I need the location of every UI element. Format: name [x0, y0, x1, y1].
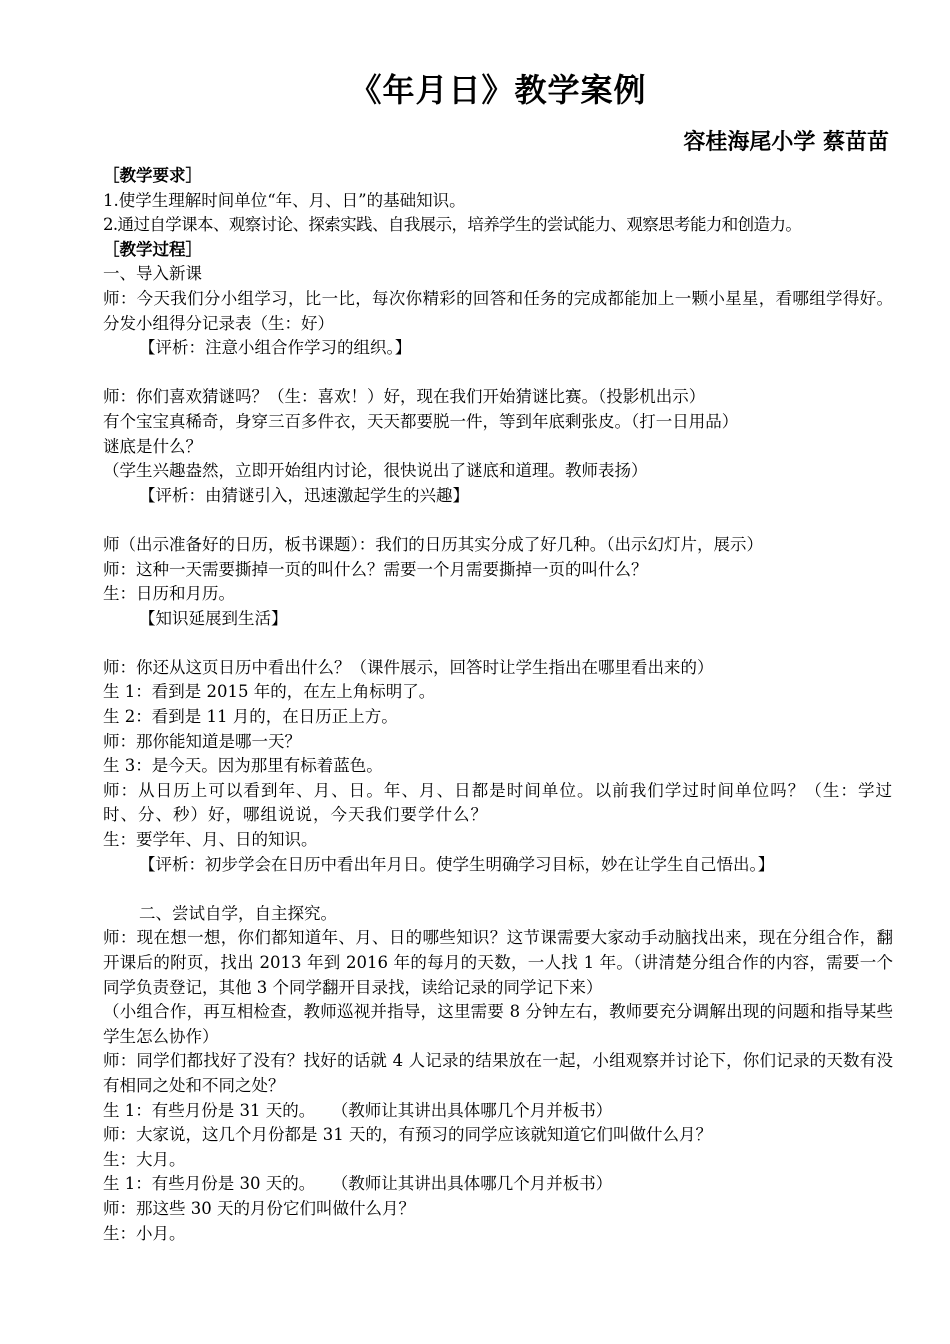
comment-line: 【知识延展到生活】 [139, 608, 288, 628]
comment-line: 【评析：初步学会在日历中看出年月日。使学生明确学习目标，妙在让学生自己悟出。】 [139, 854, 775, 874]
paragraph: 师：今天我们分小组学习，比一比，每次你精彩的回答和任务的完成都能加上一颗小星星，看哪组学得好。分发小组得分记录表（生：好） [103, 288, 893, 333]
paragraph: 有个宝宝真稀奇，身穿三百多件衣，天天都要脱一件，等到年底剩张皮。（打一日用品） [103, 411, 739, 431]
section-heading-requirements: ［教学要求］ [103, 166, 202, 185]
paragraph: （小组合作，再互相检查，教师巡视并指导，这里需要 8 分钟左右，教师要充分调解出现的问题和指导某些学生怎么协作） [103, 1002, 893, 1046]
paragraph: 师：这种一天需要撕掉一页的叫什么？需要一个月需要撕掉一页的叫什么？ [103, 559, 648, 579]
paragraph: 师：那你能知道是哪一天？ [103, 731, 301, 751]
comment-line: 【评析：由猜谜引入，迅速激起学生的兴趣】 [139, 485, 469, 505]
blank-line [103, 877, 893, 902]
paragraph: 谜底是什么？ [103, 436, 202, 456]
paragraph: （学生兴趣盎然，立即开始组内讨论，很快说出了谜底和道理。教师表扬） [103, 461, 648, 481]
document-title: 《年月日》教学案例 [349, 71, 647, 109]
paragraph: 师：现在想一想，你们都知道年、月、日的哪些知识？这节课需要大家动手动脑找出来，现在分组合作，翻开课后的附页，找出 2013 年到 2016 年的每月的天数，一人找 1 年。（讲清楚分组合作的内容，需要一个同学负责登记，其他 3 个同学翻开目录找，读给记录的同学记下来） [103, 928, 893, 997]
paragraph: 生：大月。 [103, 1149, 186, 1169]
author-line: 容桂海尾小学 蔡苗苗 [683, 129, 889, 155]
blank-line [103, 361, 893, 386]
paragraph: 师（出示准备好的日历，板书课题）：我们的日历其实分成了好几种。（出示幻灯片，展示） [103, 534, 763, 554]
section-heading-process: ［教学过程］ [103, 239, 202, 259]
paragraph: 2.通过自学课本、观察讨论、探索实践、自我展示，培养学生的尝试能力、观察思考能力和创造力。 [103, 215, 802, 235]
paragraph: 师：那这些 30 天的月份它们叫做什么月？ [103, 1198, 415, 1218]
paragraph: 师：大家说，这几个月份都是 31 天的，有预习的同学应该就知道它们叫做什么月？ [103, 1125, 712, 1145]
subsection-heading: 二、尝试自学，自主探究。 [139, 903, 337, 923]
paragraph: 生 1：看到是 2015 年的，在左上角标明了。 [103, 682, 436, 702]
subsection-heading: 一、导入新课 [103, 264, 202, 284]
paragraph: 生 1：有些月份是 31 天的。 （教师让其讲出具体哪几个月并板书） [103, 1100, 613, 1120]
paragraph: 师：你们喜欢猜谜吗？（生：喜欢！）好，现在我们开始猜谜比赛。（投影机出示） [103, 387, 706, 407]
paragraph: 1.使学生理解时间单位“年、月、日”的基础知识。 [103, 190, 466, 210]
blank-line [103, 508, 893, 533]
paragraph: 师：从日历上可以看到年、月、日。年、月、日都是时间单位。以前我们学过时间单位吗？（生：学过时、分、秒）好，哪组说说，今天我们要学什么？ [103, 780, 893, 825]
paragraph: 生 2：看到是 11 月的，在日历正上方。 [103, 707, 398, 727]
document-page [103, 70, 893, 1246]
comment-line: 【评析：注意小组合作学习的组织。】 [139, 338, 412, 358]
paragraph: 生 1：有些月份是 30 天的。 （教师让其讲出具体哪几个月并板书） [103, 1174, 613, 1194]
paragraph: 生：小月。 [103, 1223, 186, 1243]
paragraph: 生：要学年、月、日的知识。 [103, 830, 318, 850]
blank-line [103, 631, 893, 656]
paragraph: 生 3：是今天。因为那里有标着蓝色。 [103, 756, 383, 776]
paragraph: 师：你还从这页日历中看出什么？（课件展示，回答时让学生指出在哪里看出来的） [103, 657, 714, 677]
paragraph: 生：日历和月历。 [103, 584, 235, 604]
paragraph: 师：同学们都找好了没有？找好的话就 4 人记录的结果放在一起，小组观察并讨论下，你们记录的天数有没有相同之处和不同之处？ [103, 1051, 893, 1095]
